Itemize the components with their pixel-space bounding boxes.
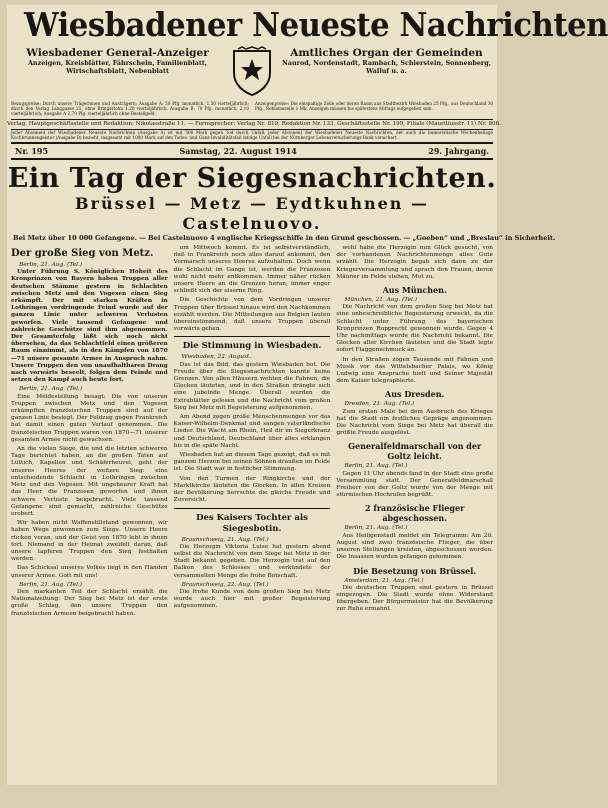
article-paragraph: Den markanten Teil der Schlacht erzählt die Nationalzeitung: Der Sieg bei Metz ist der erste große Schlag, den unsere Truppen den französischen Armeen beigebracht haben. — [11, 588, 168, 617]
article-title: 2 französische Flieger abgeschossen. — [365, 503, 465, 524]
main-headline: Ein Tag der Siegesnachrichten. — [7, 163, 497, 194]
article-paragraph: wohl habe die Herzogin nun Glück gesucht, von der vorhandenen Nachrichtenmenge alles Gute erzählt. Die Herzogin begab sich dann zu der Kriegerversammlung und sprach den Frauen, deren Männer im Felde stehen, Mut zu. — [336, 245, 494, 280]
dateline: Braunschweig, 22. Aug. (Tel.) — [181, 581, 269, 588]
article-paragraph: Das Schicksal unseres Volkes liegt in den Händen unserer Armee. Gott mit uns! — [11, 565, 168, 579]
dateline: München, 21. Aug. (Tel.) — [344, 297, 418, 304]
right-subtitle: Amtliches Organ der Gemeinden — [290, 47, 483, 59]
article-title: Die Stimmung in Wiesbaden. — [182, 341, 322, 352]
insurance-notice: Jeder Abonnent der Wiesbadener Neueste Nachrichten (Ausgabe A) ist mit 500 Mark gegen Tod durch Unfall, jeder Abonnent der Wiesbadener Neueste Nachrichten, der auch die humoristische Wochenbeilage Kochbrunnengeister (Ausgabe B) bezieht, insgesamt mit 1000 Mark auf den Todes- und Ganz-Invaliditätsfall infolge Unfall bei der Nürnberger Lebensversicherungs-Bank versichert. — [11, 130, 493, 140]
date-bar — [11, 142, 493, 160]
article-paragraph: Gegen 11 Uhr abends fand in der Stadt eine große Versammlung statt. Der Generalfeldmarschall Freiherr von der Goltz wurde von der Menge mit stürmischen Hochrufen begrüßt. — [336, 470, 494, 499]
dateline: Braunschweig, 21. Aug. (Tel.) — [181, 536, 269, 543]
article-title: Aus Dresden. — [385, 389, 445, 400]
article-paragraph: Die Geschichte von dem Vordringen unserer Truppen über Brüssel hinaus wird den Nachkommen erzählt werden. Die Mitteilungen aus Belgien lauten übereinstimmend, daß unsere Truppen überall vorwärts gehen. — [173, 297, 331, 333]
dateline: Amsterdam, 21. Aug. (Tel.) — [344, 577, 424, 584]
masthead-title: Wiesbadener Neueste Nachrichten — [24, 5, 608, 44]
article-title: Die Besetzung von Brüssel. — [353, 565, 477, 576]
column-1 — [11, 245, 168, 808]
article-paragraph: Die Nachricht von dem großen Sieg bei Metz hat eine unbeschreibliche Begeisterung erweckt, da die Schlacht unter Führung des bayerischen Kronprinzen Rupprecht gewonnen wurde. Gegen 4 Uhr nachmittags wurde die Nachricht bekannt. Die Glocken aller Kirchen läuteten und die Stadt legte sofort Flaggenschmuck an. — [336, 304, 494, 354]
publisher-line: Verlag, Hauptgeschäftsstelle und Redaktion: Nikolasstraße 11. — Fernsprecher: Verlag Nr. 819, Redaktion Nr. 133, Geschäftsstelle Nr. 199, Filiale (Mauritiusstr. 11) Nr. 806. — [7, 121, 501, 127]
dateline: Berlin, 21. Aug. (Tel.) — [19, 262, 83, 268]
column-2 — [174, 245, 331, 808]
article-title: Generalfeldmarschall von der Goltz leicht. — [348, 441, 482, 462]
coat-of-arms-icon — [230, 47, 274, 97]
subscription-prices: Bezugspreise: Durch unsere Trägerinnen und Austrägern: Ausgabe A: 50 Pfg. monatlich, 1.50 vierteljährlich; durch den Verlag Langgasse 21, ohne Bringerlohn 1.20 vierteljährlich. Ausgabe B: 70 Pfg. monatlich, 2.10 vierteljährlich; Ausgabe A 2.70 Pfg. vierteljährlich ohne Bestellgeld. — [11, 101, 249, 116]
advertising-prices: Anzeigenpreise: Die einspaltige Zeile oder deren Raum aus Stadtbezirk Wiesbaden 25 Pfg., aus Deutschland 30 Pfg., Reklamezeile 1 Mk. Anzeigen müssen bis spätestens Mittags aufgegeben sein. — [255, 101, 493, 111]
article-paragraph: Das ist das Bild, das gestern Wiesbaden bot. Die Freude über die Siegesnachrichten kannte keine Grenzen. Von allen Häusern wehten die Fahnen, die Glocken läuteten, und in den Straßen drängte sich eine jubelnde Menge. Überall wurden die Extrablätter gelesen und die Nachricht vom großen Sieg bei Metz mit Begeisterung aufgenommen. — [173, 361, 331, 411]
right-tagline: Naurod, Nordenstadt, Rambach, Schierstein, Sonnenberg, Walluf u. a. — [282, 59, 491, 75]
subhead-left — [11, 47, 224, 75]
left-tagline: Anzeigen, Kreisblätter, Fährschein, Familienblatt, Wirtschaftsblatt, Nebenblatt — [27, 59, 208, 75]
volume-year: 29. Jahrgang. — [428, 146, 489, 156]
strapline: Bei Metz über 10 000 Gefangene. — Bei Castelnuovo 4 englische Kriegsschiffe in den Grund geschossen. — „Goeben“ und „Breslau“ in Sicherheit. — [13, 234, 556, 242]
article-title: Aus München. — [382, 285, 447, 296]
column-3 — [336, 245, 493, 808]
dateline: Berlin, 21. Aug. (Tel.) — [19, 386, 83, 393]
article-paragraph: Von den Turmen der Ringkirche und der Marktkirche läuteten die Glocken. In allen Kreisen der Bevölkerung herrschte die gleiche Freude und Zuversicht. — [173, 475, 331, 504]
issue-number: Nr. 195 — [15, 146, 49, 156]
price-info — [7, 101, 497, 119]
divider — [174, 508, 331, 509]
article-paragraph: Die deutschen Truppen sind gestern in Brüssel eingezogen. Die Stadt wurde ohne Widerstand übergeben. Der Bürgermeister hat die Bevölkerung zur Ruhe ermahnt. — [336, 584, 494, 613]
article-paragraph: Unter Führung S. Königlichen Hoheit des Kronprinzen von Bayern haben Truppen aller deutschen Stämme gestern in Schlachten zwischen Metz und den Vogesen einen Sieg erkämpft. Der mit starken Kräften in Lothringen vordringende Feind wurde auf der ganzen Linie unter schweren Verlusten geworfen. Viele tausend Gefangene und zahlreiche Geschütze sind ihm abgenommen. Der Gesamterfolg läßt sich noch nicht übersehen, da das Schlachtfeld einen größeren Raum einnimmt, als in den Kämpfen von 1870—71 unsere gesamte Armee in Anspruch nahm. Unsere Truppen den von unaufhaltbaren Drang nach vorwärts beseelt, folgen dem Feinde und setzen den Kampf auch heute fort. — [11, 269, 168, 384]
article-paragraph: Aus Heiligenstadt meldet ein Telegramm: Am 20. August sind zwei französische Flieger, die über unseren Stellungen kreisten, abgeschossen worden. Die Insassen wurden gefangen genommen. — [336, 532, 494, 561]
article-paragraph: Wiesbaden hat an diesem Tage gezeigt, daß es mit ganzem Herzen bei seinen Söhnen draußen im Felde ist. Die Stadt war in festlicher Stimmung. — [173, 452, 331, 473]
article-paragraph: Zum ersten Male bei dem Ausbruch des Krieges hat die Stadt ein festliches Gepräge angenommen. Die Nachricht vom Siege bei Metz hat überall die größte Freude ausgelöst. — [336, 408, 494, 437]
dateline: Wiesbaden, 22. August. — [181, 354, 252, 361]
sub-headline: Brüssel — Metz — Eydtkuhnen — Castelnuovo. — [75, 194, 429, 233]
newspaper-page — [7, 5, 608, 785]
left-subtitle: Wiesbadener General-Anzeiger — [26, 47, 209, 59]
article-paragraph: Am Abend zogen große Menschenmengen vor das Kaiser-Wilhelm-Denkmal und sangen vaterländische Lieder. Die Wacht am Rhein, Heil dir im Siegerkranz und Deutschland, Deutschland über alles erklangen bis in die späte Nacht. — [173, 414, 331, 449]
dateline: Berlin, 21. Aug. (Tel.) — [19, 581, 83, 588]
article-paragraph: Die Herzogin Viktoria Luise hat gestern abend selbst die Nachricht von dem Siege bei Metz in der Stadt bekannt gegeben. Die Herzogin trat auf den Balkon des Schlosses und verkündete der versammelten Menge die frohe Botschaft. — [173, 543, 331, 579]
issue-date: Samstag, 22. August 1914 — [179, 146, 297, 156]
dateline: Berlin, 21. Aug. (Tel.) — [344, 525, 408, 532]
article-paragraph: um Mittwoch kommt. Es ist selbstverständlich, daß in Frankreich noch alles darauf ankommt, den Vormarsch unseres Heeres aufzuhalten. Doch wenn die Schlacht im Gange ist, werden die Franzosen wohl nicht mehr entkommen. Immer näher rücken unsere Heere an die Grenzen heran, immer enger schließt sich der eiserne Ring. — [173, 245, 331, 295]
divider — [174, 336, 331, 337]
dateline: Berlin, 21. Aug. (Tel.) — [344, 463, 408, 470]
article-paragraph: An die vielen Siege, die und die letzten schweren Tage berichtet haben, an die großen Taten auf Lüttich, Kapellen und Schäferheuvel, geht der unseres Heeres der weitere Sieg: eine entscheidende Schlacht in Lothringen zwischen Metz und den Vogesen. Mit ungeheurer Kraft hat das Heer die Franzosen geworfen und ihnen schwere Verluste beigebracht. Viele tausend Gefangene sind gemacht, zahlreiche Geschütze erobert. — [11, 446, 168, 517]
subhead — [7, 47, 497, 101]
article-title: Des Kaisers Tochter als Siegesbotin. — [196, 512, 308, 534]
article-paragraph: In den Straßen zogen Tausende mit Fahnen und Musik vor das Wittelsbacher Palais, wo König Ludwig eine Ansprache hielt und Seiner Majestät dem Kaiser telegraphierte. — [336, 356, 494, 385]
subhead-right — [280, 47, 493, 75]
dateline: Dresden, 21. Aug. (Tel.) — [344, 401, 415, 408]
article-columns — [7, 243, 497, 808]
article-title: Der große Sieg von Metz. — [11, 248, 154, 259]
article-paragraph: Wir haben nicht Waffenstillstand gewonnen, wir haben Wege gewonnen zum Siege. Unsere Heere rücken voran, und der Geist von 1870 lebt in ihnen fort. Niemand in der Heimat zweifelt daran, daß unsere tapferen Truppen den Sieg festhalten werden. — [11, 520, 168, 563]
article-paragraph: Eine Meldestellung besagt: Die von unseren Truppen zwischen Metz und den Vogesen erkämpften französischen Truppen sind auf der ganzen Linie besiegt. Der Feldzug gegen Frankreich hat damit einen guten Verlauf genommen. Die französischen Truppen waren von 1870—71 unserer gesamten Armee nicht gewachsen. — [11, 393, 168, 443]
article-paragraph: Die frohe Kunde von dem großen Sieg bei Metz wurde auch hier mit großer Begeisterung aufgenommen. — [173, 588, 331, 610]
